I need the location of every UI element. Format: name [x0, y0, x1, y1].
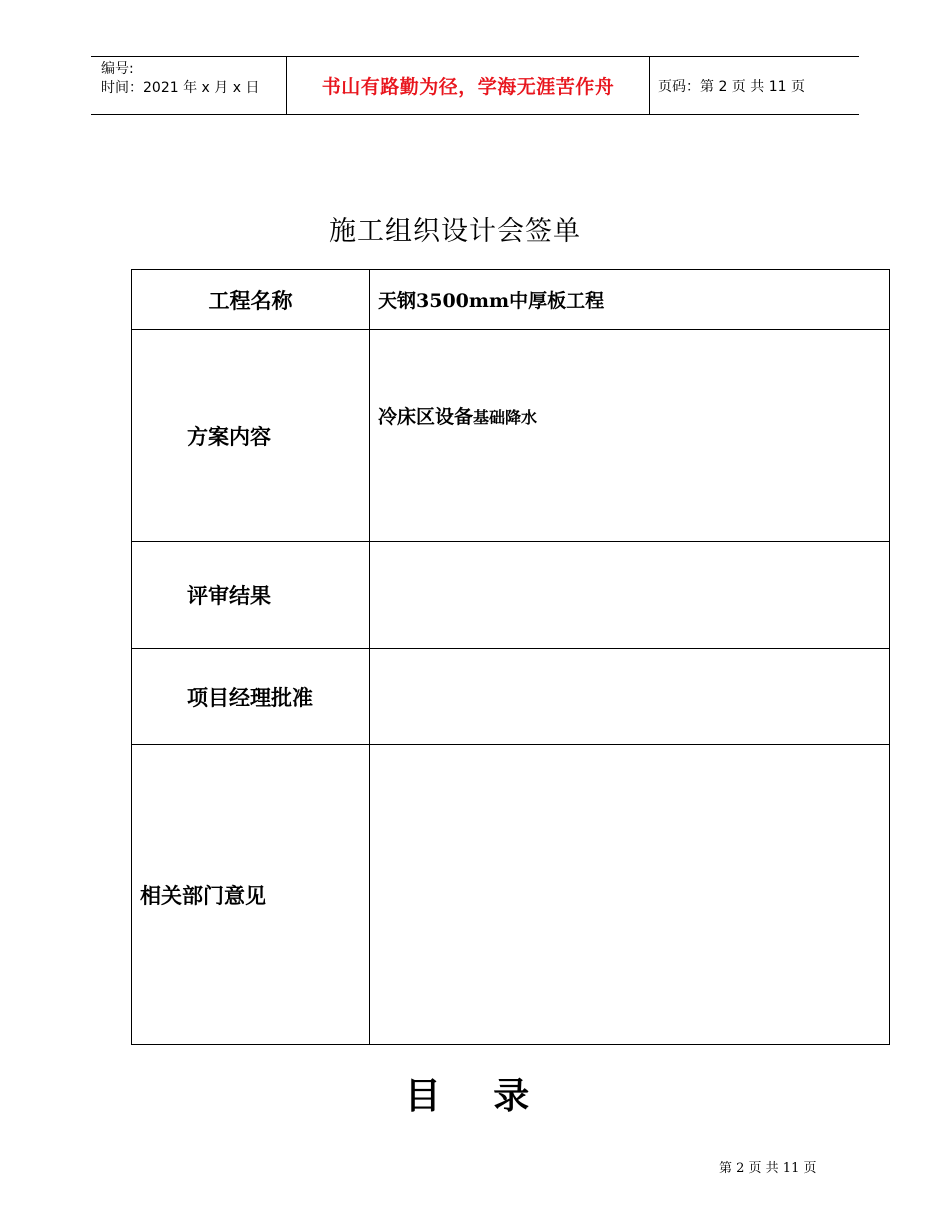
page-footer: 第 2 页 共 11 页: [719, 1161, 817, 1176]
row-value-review-result[interactable]: [370, 542, 890, 649]
row-value-manager-approval[interactable]: [370, 649, 890, 745]
row-label-manager-approval: 项目经理批准: [132, 649, 370, 745]
table-row: [132, 745, 890, 1045]
row-label-department-opinions: 相关部门意见: [132, 745, 370, 1045]
header-page-code: 页码：第 2 页 共 11 页: [658, 78, 805, 95]
sign-off-table: [131, 269, 890, 1045]
row-value-department-opinions[interactable]: [370, 745, 890, 1045]
document-title: 施工组织设计会签单: [329, 216, 581, 247]
table-row: [132, 270, 890, 330]
header-meta: [91, 57, 286, 114]
row-label-review-result: 评审结果: [132, 542, 370, 649]
document-number-label: 编号:: [101, 61, 134, 77]
plan-content-sub: 基础降水: [473, 408, 538, 427]
table-row: [132, 330, 890, 542]
plan-content-main: 冷床区设备: [378, 406, 474, 428]
row-value-plan-content: [370, 330, 890, 542]
table-row: [132, 542, 890, 649]
row-label-plan-content: 方案内容: [132, 330, 370, 542]
project-name-text: 天钢3500mm中厚板工程: [378, 290, 605, 312]
header-motto: 书山有路勤为径，学海无涯苦作舟: [286, 57, 650, 114]
row-value-project-name: [370, 270, 890, 330]
row-label-project-name: 工程名称: [132, 270, 370, 330]
table-row: [132, 649, 890, 745]
page-header: [91, 56, 859, 115]
toc-heading: 目 录: [404, 1075, 550, 1117]
document-date: 时间：2021 年 x 月 x 日: [101, 80, 260, 96]
